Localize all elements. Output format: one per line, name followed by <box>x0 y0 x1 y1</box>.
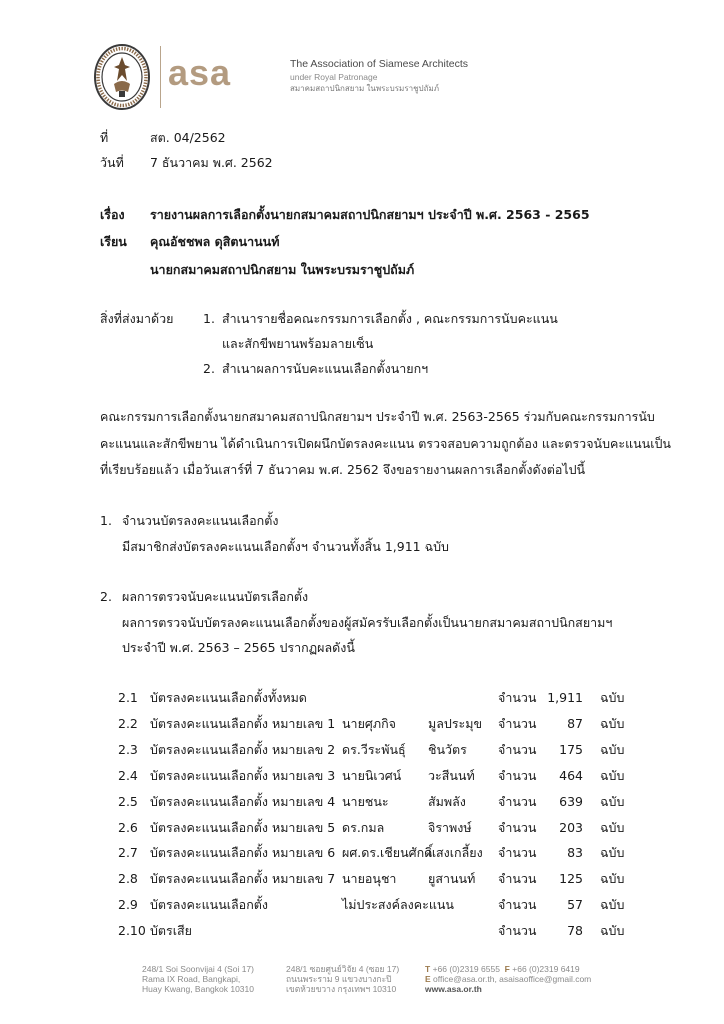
row-description: บัตรลงคะแนนเลือกตั้ง หมายเลข 7 <box>150 871 336 886</box>
section-number: 1. <box>100 513 112 528</box>
count-label: จำนวน <box>498 897 537 912</box>
date-label: วันที่ <box>100 155 124 170</box>
subject-label: เรื่อง <box>100 207 125 222</box>
results-row <box>0 770 724 786</box>
footer-line: เขตห้วยขวาง กรุงเทพฯ 10310 <box>286 984 397 994</box>
org-name-th: สมาคมสถาปนิกสยาม ในพระบรมราชูปถัมภ์ <box>290 84 440 93</box>
candidate-name: ไม่ประสงค์ลงคะแนน <box>342 897 454 912</box>
ballot-count: 464 <box>559 768 583 783</box>
section-title: ผลการตรวจนับคะแนนบัตรเลือกตั้ง <box>122 589 309 604</box>
footer-line: Huay Kwang, Bangkok 10310 <box>142 984 254 994</box>
org-patronage: under Royal Patronage <box>290 72 378 82</box>
row-number: 2.10 <box>118 923 146 938</box>
enclosures-label: สิ่งที่ส่งมาด้วย <box>100 311 174 326</box>
count-label: จำนวน <box>498 690 537 705</box>
count-unit: ฉบับ <box>600 690 625 705</box>
intro-line: คะแนนและสักขีพยาน ได้ดำเนินการเปิดผนึกบัตรลงคะแนน ตรวจสอบความถูกต้อง และตรวจนับคะแนนเป็น <box>100 436 671 451</box>
footer-contact <box>425 964 591 994</box>
results-row <box>0 847 724 863</box>
count-unit: ฉบับ <box>600 845 625 860</box>
enclosure-line: สำเนารายชื่อคณะกรรมการเลือกตั้ง , คณะกรรมการนับคะแนน <box>222 311 558 326</box>
recipient-name: คุณอัชชพล ดุสิตนานนท์ <box>150 234 280 249</box>
count-unit: ฉบับ <box>600 716 625 731</box>
row-description: บัตรลงคะแนนเลือกตั้ง <box>150 897 268 912</box>
ballot-count: 83 <box>567 845 583 860</box>
count-unit: ฉบับ <box>600 742 625 757</box>
count-label: จำนวน <box>498 871 537 886</box>
svg-text:asa: asa <box>168 58 232 90</box>
row-number: 2.3 <box>118 742 138 757</box>
row-description: บัตรเสีย <box>150 923 192 938</box>
candidate-surname: วะสีนนท์ <box>428 768 475 783</box>
candidate-surname: จิราพงษ์ <box>428 820 472 835</box>
recipient-title: นายกสมาคมสถาปนิกสยาม ในพระบรมราชูปถัมภ์ <box>150 262 415 277</box>
header-divider <box>160 46 161 108</box>
row-number: 2.4 <box>118 768 138 783</box>
ballot-count: 175 <box>559 742 583 757</box>
subject-text: รายงานผลการเลือกตั้งนายกสมาคมสถาปนิกสยามฯ ประจำปี พ.ศ. 2563 - 2565 <box>150 207 590 222</box>
results-row <box>0 925 724 941</box>
candidate-name: ดร.วีระพันธุ์ <box>342 742 406 757</box>
candidate-surname: สัมพลัง <box>428 794 466 809</box>
count-label: จำนวน <box>498 794 537 809</box>
footer-address-th <box>286 964 399 994</box>
enclosure-line: และสักขีพยานพร้อมลายเซ็น <box>222 336 374 351</box>
ballot-count: 78 <box>567 923 583 938</box>
tel-label: T <box>425 964 431 974</box>
intro-line: ที่เรียบร้อยแล้ว เมื่อวันเสาร์ที่ 7 ธันวาคม พ.ศ. 2562 จึงขอรายงานผลการเลือกตั้งดังต่อไปนี้ <box>100 462 586 477</box>
intro-line: คณะกรรมการเลือกตั้งนายกสมาคมสถาปนิกสยามฯ ประจำปี พ.ศ. 2563-2565 ร่วมกับคณะกรรมการนับ <box>100 409 655 424</box>
footer-address-en <box>142 964 254 994</box>
section-title: จำนวนบัตรลงคะแนนเลือกตั้ง <box>122 513 279 528</box>
row-number: 2.2 <box>118 716 138 731</box>
results-row <box>0 822 724 838</box>
candidate-surname: ชินวัตร <box>428 742 467 757</box>
fax-label: F <box>504 964 510 974</box>
ballot-count: 57 <box>567 897 583 912</box>
row-number: 2.8 <box>118 871 138 886</box>
association-seal <box>94 44 150 110</box>
results-row <box>0 899 724 915</box>
count-label: จำนวน <box>498 716 537 731</box>
ballot-count: 1,911 <box>547 690 583 705</box>
results-row <box>0 873 724 889</box>
row-number: 2.7 <box>118 845 138 860</box>
ref-label: ที่ <box>100 130 109 145</box>
candidate-surname: ยูสานนท์ <box>428 871 476 886</box>
row-number: 2.6 <box>118 820 138 835</box>
count-label: จำนวน <box>498 742 537 757</box>
footer-line: Rama IX Road, Bangkapi, <box>142 974 241 984</box>
enclosure-number: 2. <box>203 361 215 376</box>
count-unit: ฉบับ <box>600 897 625 912</box>
ballot-count: 203 <box>559 820 583 835</box>
section-text: มีสมาชิกส่งบัตรลงคะแนนเลือกตั้งฯ จำนวนทั้งสิ้น 1,911 ฉบับ <box>122 539 449 554</box>
row-number: 2.5 <box>118 794 138 809</box>
count-label: จำนวน <box>498 923 537 938</box>
tel-number[interactable]: +66 (0)2319 6555 <box>432 964 500 974</box>
count-label: จำนวน <box>498 820 537 835</box>
date-value: 7 ธันวาคม พ.ศ. 2562 <box>150 155 273 170</box>
results-row <box>0 718 724 734</box>
candidate-surname: มูลประมุข <box>428 716 483 731</box>
count-unit: ฉบับ <box>600 820 625 835</box>
enclosure-number: 1. <box>203 311 215 326</box>
candidate-name: นายนิเวศน์ <box>342 768 402 783</box>
footer-line: 248/1 ซอยศูนย์วิจัย 4 (ซอย 17) <box>286 964 400 974</box>
email-link[interactable]: office@asa.or.th, asaisaoffice@gmail.com <box>433 974 592 984</box>
results-row <box>0 744 724 760</box>
ballot-count: 639 <box>559 794 583 809</box>
row-description: บัตรลงคะแนนเลือกตั้ง หมายเลข 1 <box>150 716 336 731</box>
row-number: 2.1 <box>118 690 138 705</box>
candidate-name: ดร.กมล <box>342 820 385 835</box>
candidate-name: นายชนะ <box>342 794 389 809</box>
row-description: บัตรลงคะแนนเลือกตั้ง หมายเลข 4 <box>150 794 336 809</box>
count-unit: ฉบับ <box>600 794 625 809</box>
results-row <box>0 796 724 812</box>
section-text: ผลการตรวจนับบัตรลงคะแนนเลือกตั้งของผู้สมัครรับเลือกตั้งเป็นนายกสมาคมสถาปนิกสยามฯ <box>122 615 613 630</box>
count-label: จำนวน <box>498 845 537 860</box>
row-description: บัตรลงคะแนนเลือกตั้ง หมายเลข 5 <box>150 820 336 835</box>
section-number: 2. <box>100 589 112 604</box>
count-unit: ฉบับ <box>600 871 625 886</box>
org-name-en: The Association of Siamese Architects <box>290 58 469 70</box>
candidate-surname: แสงเกลี้ยง <box>428 845 483 860</box>
results-row <box>0 692 724 708</box>
asa-logo <box>168 58 256 90</box>
count-label: จำนวน <box>498 768 537 783</box>
candidate-name: นายอนุชา <box>342 871 397 886</box>
footer-line: 248/1 Soi Soonvijai 4 (Soi 17) <box>142 964 254 974</box>
candidate-name: ผศ.ดร.เชียนศักดิ์ <box>342 845 433 860</box>
ballot-count: 125 <box>559 871 583 886</box>
fax-number: +66 (0)2319 6419 <box>512 964 580 974</box>
count-unit: ฉบับ <box>600 923 625 938</box>
row-description: บัตรลงคะแนนเลือกตั้งทั้งหมด <box>150 690 307 705</box>
count-unit: ฉบับ <box>600 768 625 783</box>
ballot-count: 87 <box>567 716 583 731</box>
footer-line: ถนนพระราม 9 แขวงบางกะปิ <box>286 974 392 984</box>
row-description: บัตรลงคะแนนเลือกตั้ง หมายเลข 2 <box>150 742 336 757</box>
email-label: E <box>425 974 431 984</box>
recipient-label: เรียน <box>100 234 127 249</box>
enclosure-line: สำเนาผลการนับคะแนนเลือกตั้งนายกฯ <box>222 361 429 376</box>
ref-number: สต. 04/2562 <box>150 130 226 145</box>
row-number: 2.9 <box>118 897 138 912</box>
section-text: ประจำปี พ.ศ. 2563 – 2565 ปรากฏผลดังนี้ <box>122 640 355 655</box>
row-description: บัตรลงคะแนนเลือกตั้ง หมายเลข 3 <box>150 768 336 783</box>
candidate-name: นายศุภกิจ <box>342 716 396 731</box>
website-link[interactable]: www.asa.or.th <box>425 984 482 994</box>
row-description: บัตรลงคะแนนเลือกตั้ง หมายเลข 6 <box>150 845 336 860</box>
